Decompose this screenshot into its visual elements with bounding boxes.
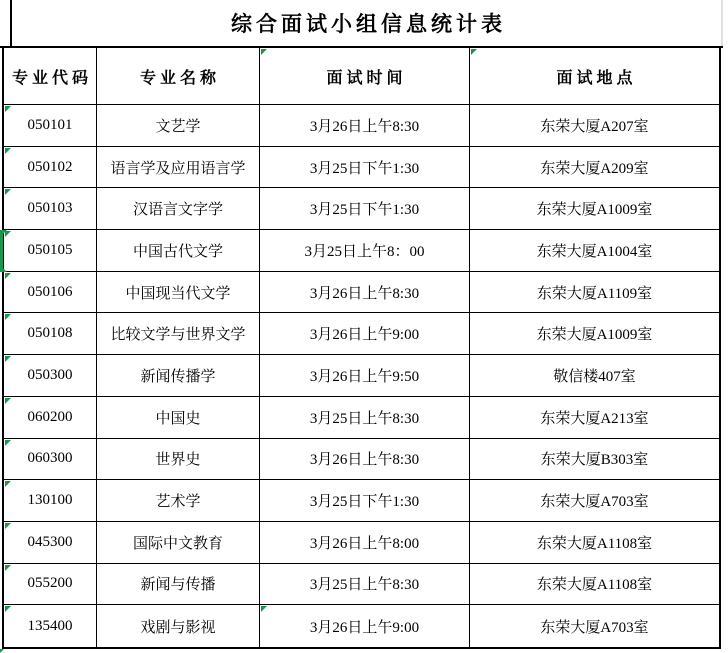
- location-cell: 敬信楼407室: [470, 355, 719, 397]
- major-cell: 世界史: [97, 439, 260, 481]
- error-indicator-icon: [5, 606, 11, 612]
- time-cell: 3月26日上午8:30: [260, 272, 470, 314]
- location-cell: 东荣大厦A209室: [470, 147, 719, 189]
- header-cell-code: 专业代码: [4, 48, 97, 105]
- error-indicator-icon: [261, 606, 267, 612]
- code-cell: [4, 480, 97, 522]
- time-cell: 3月26日上午8:30: [260, 105, 470, 147]
- header-cell-major: 专业名称: [97, 48, 260, 105]
- code-value: 045300: [27, 533, 73, 550]
- bottom-left-marker-icon: [0, 649, 4, 653]
- error-indicator-icon: [5, 356, 11, 362]
- error-indicator-icon: [261, 49, 267, 55]
- header-cell-time: [260, 48, 470, 105]
- error-indicator-icon: [5, 523, 11, 529]
- code-cell: [4, 147, 97, 189]
- time-cell: 3月25日下午1:30: [260, 147, 470, 189]
- code-value: 060200: [27, 408, 73, 425]
- code-value: 050103: [27, 200, 73, 217]
- major-cell: 国际中文教育: [97, 522, 260, 564]
- time-cell: 3月25日下午1:30: [260, 480, 470, 522]
- error-indicator-icon: [5, 440, 11, 446]
- code-cell: [4, 230, 97, 272]
- code-value: 060300: [27, 450, 73, 467]
- code-value: 050300: [27, 366, 73, 383]
- major-cell: 汉语言文字学: [97, 188, 260, 230]
- code-cell: [4, 564, 97, 606]
- code-cell: [4, 313, 97, 355]
- error-indicator-icon: [5, 314, 11, 320]
- code-value: 055200: [27, 575, 73, 592]
- row-highlight-marker-top-icon: [0, 230, 7, 237]
- header-label: 面试地点: [556, 69, 637, 87]
- major-cell: 戏剧与影视: [97, 605, 260, 647]
- location-cell: 东荣大厦A207室: [470, 105, 719, 147]
- location-cell: 东荣大厦A1108室: [470, 564, 719, 606]
- time-cell: 3月25日上午8：00: [260, 230, 470, 272]
- time-cell: 3月26日上午9:50: [260, 355, 470, 397]
- row-highlight-marker-bottom-icon: [0, 265, 7, 272]
- major-cell: 文艺学: [97, 105, 260, 147]
- code-value: 050108: [27, 325, 73, 342]
- time-cell: 3月25日上午8:30: [260, 564, 470, 606]
- location-cell: 东荣大厦A1009室: [470, 313, 719, 355]
- error-indicator-icon: [5, 398, 11, 404]
- code-cell: [4, 188, 97, 230]
- code-value: 130100: [27, 492, 73, 509]
- code-value: 050101: [27, 116, 73, 133]
- error-indicator-icon: [5, 565, 11, 571]
- code-value: 050105: [27, 241, 73, 258]
- error-indicator-icon: [471, 49, 477, 55]
- time-value: 3月26日上午9:00: [309, 619, 420, 636]
- code-cell: [4, 605, 97, 647]
- location-cell: 东荣大厦A703室: [540, 619, 649, 636]
- location-cell: 东荣大厦A1109室: [470, 272, 719, 314]
- major-cell: 新闻传播学: [97, 355, 260, 397]
- major-cell: 比较文学与世界文学: [97, 313, 260, 355]
- header-cell-location: [470, 48, 719, 105]
- code-value: 050102: [27, 158, 73, 175]
- location-cell: 东荣大厦A703室: [470, 480, 719, 522]
- error-indicator-icon: [5, 189, 11, 195]
- error-indicator-icon: [5, 148, 11, 154]
- major-cell: 艺术学: [97, 480, 260, 522]
- code-cell: [4, 439, 97, 481]
- time-cell: 3月26日上午9:00: [260, 313, 470, 355]
- code-cell: [4, 397, 97, 439]
- code-value: 135400: [27, 617, 73, 634]
- major-cell: 新闻与传播: [97, 564, 260, 606]
- location-cell: 东荣大厦B303室: [470, 439, 719, 481]
- time-cell: 3月26日上午8:00: [260, 522, 470, 564]
- code-cell: [4, 272, 97, 314]
- location-cell: 东荣大厦A1108室: [470, 522, 719, 564]
- code-cell: [4, 105, 97, 147]
- error-indicator-icon: [5, 273, 11, 279]
- code-cell: [4, 355, 97, 397]
- major-cell: 中国现当代文学: [97, 272, 260, 314]
- error-indicator-icon: [5, 106, 11, 112]
- major-cell: 中国史: [97, 397, 260, 439]
- major-cell: 中国古代文学: [97, 230, 260, 272]
- location-cell: 东荣大厦A1004室: [470, 230, 719, 272]
- error-indicator-icon: [5, 481, 11, 487]
- code-cell: [4, 522, 97, 564]
- page-title: 综合面试小组信息统计表: [231, 12, 506, 36]
- time-cell: 3月25日上午8:30: [260, 397, 470, 439]
- location-cell: 东荣大厦A1009室: [470, 188, 719, 230]
- major-cell: 语言学及应用语言学: [97, 147, 260, 189]
- code-value: 050106: [27, 283, 73, 300]
- time-cell: 3月25日下午1:30: [260, 188, 470, 230]
- time-cell: [260, 605, 470, 647]
- header-label: 面试时间: [326, 69, 407, 87]
- time-cell: 3月26日上午8:30: [260, 439, 470, 481]
- interview-table: [2, 48, 721, 649]
- location-cell: 东荣大厦A213室: [470, 397, 719, 439]
